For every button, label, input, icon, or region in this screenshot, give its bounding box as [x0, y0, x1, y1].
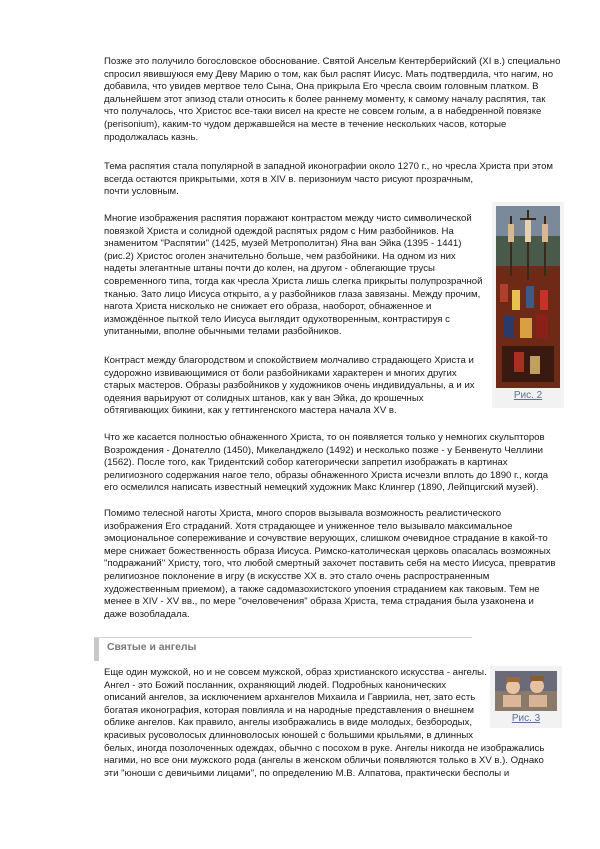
- paragraph-7: Еще один мужской, но и не совсем мужской, образ христианского искусства - ангелы. Ангел - это Божий посланник, охраняющий людей. Подробных канонических описаний ангелов, за исключением архангелов Михаила и Гавриила, нет, зато есть богатая иконография, которая повлияла и на народные представления о внешнем облике ангелов. Как правило, ангелы изображались в виде молодых, безбородых, красивых русоволосых длинноволосых юношей с большими крыльями, в длинных белых, иногда позолоченных одеждах, обычно с посохом в руке. Ангелы никогда не изображались нагими, но все они мужского рода (ангелы в женском обличьи появляются только в XV в.). Однако эти "юноши с девичьими лицами", по определению М.В. Алпатова, практически бесполы и: [104, 667, 545, 779]
- section-heading: [94, 637, 472, 661]
- figure-2: [492, 202, 564, 408]
- paragraph-4: Контраст между благородством и спокойствием молчаливо страдающего Христа и судорожно извивающимися от боли разбойниками характерен и многих других старых мастеров. Образы разбойников у художников очень индивидуальны, а и их одеяния варьируют от солидных штанов, как у ван Эйка, до крошечных обтягивающих бикини, как у геттингенского мастера начала XV в.: [104, 355, 475, 417]
- paragraph-3: Многие изображения распятия поражают контрастом между чисто символической повязкой Христа и солидной одеждой распятых рядом с Ним разбойников. На знаменитом "Распятии" (1425, музей Метрополитэн) Яна ван Эйка (1395 - 1441) (рис.2) Христос оголен значительно больше, чем разбойники. На одном из них надеты элегантные штаны почти до колен, на другом - облегающие трусы современного типа, тогда как чресла Христа лишь слегка прикрыты полупрозрачной тканью. Зато лицо Иисуса открыто, а у разбойников глаза завязаны. Между прочим, нагота Христа нисколько не снижает его образа, наоборот, обнаженное и измождённое пыткой тело Иисуса выглядит одухотворенным, контрастируя с упитанными, вполне обычными телами разбойников.: [104, 213, 483, 338]
- section-title: Святые и ангелы: [107, 642, 197, 653]
- paragraph-2: Тема распятия стала популярной в западной иконографии около 1270 г., но чресла Христа при этом всегда остаются прикрытыми, хотя в XIV в. перизониум часто рисуют прозрачным, почти условным.: [104, 161, 554, 198]
- paragraph-5: Что же касается полностью обнаженного Христа, то он появляется только у немногих скульпторов Возрождения - Донателло (1450), Микеланджело (1492) и несколько позже - у Бенвенуто Челлини (1562). После того, как Тридентский собор категорически запретил изображать в картинах религиозного содержания нагое тело, образы обнаженного Христа исчезли вплоть до 1890 г., когда его осмелился написать известный немецкий художник Макс Клингер (1890, Лейпцигский музей).: [104, 432, 549, 494]
- figure-2-caption[interactable]: Рис. 2: [513, 390, 543, 401]
- figure-3-caption[interactable]: Рис. 3: [511, 713, 541, 724]
- crucifixion-painting[interactable]: [496, 206, 560, 388]
- paragraph-1: Позже это получило богословское обоснование. Святой Ансельм Кентерберийский (XI в.) специально спросил явившуюся ему Деву Марию о том, как был распят Иисус. Мать подтвердила, что нагим, но добавила, что увидев мертвое тело Сына, Она прикрыла Его чресла своим головным платком. В дальнейшем этот эпизод стали относить к более раннему моменту, к самому началу распятия, так что получалось, что Христос все-таки висел на кресте не совсем голым, а в набедренной повязке (perisonium), каким-то чудом державшейся на месте в течение нескольких часов, которые продолжалась казнь.: [104, 56, 561, 143]
- section-rule: [94, 637, 472, 638]
- angels-painting[interactable]: [495, 671, 557, 711]
- paragraph-6: Помимо телесной наготы Христа, много споров вызывала возможность реалистического изображения Его страданий. Хотя страдающее и униженное тело вызывало максимальное эмоциональное сопереживание и сочувствие верующих, слишком очевидное страдание в какой-то мере снижает божественность образа Иисуса. Римско-католическая церковь опасалась возможных "подражаний" Христу, того, что любой смертный захочет поставить себя на место Иисуса, превратив религиозное поклонение в игру (в искусстве XX в. это стало очень распространенным художественным приемом), а также садомазохистского упоения страданием как таковым. Тем не менее в XIV - XV вв., по мере "очеловечения" образа Христа, тема страдания была узаконена и даже возобладала.: [104, 508, 556, 620]
- figure-3: [490, 666, 562, 728]
